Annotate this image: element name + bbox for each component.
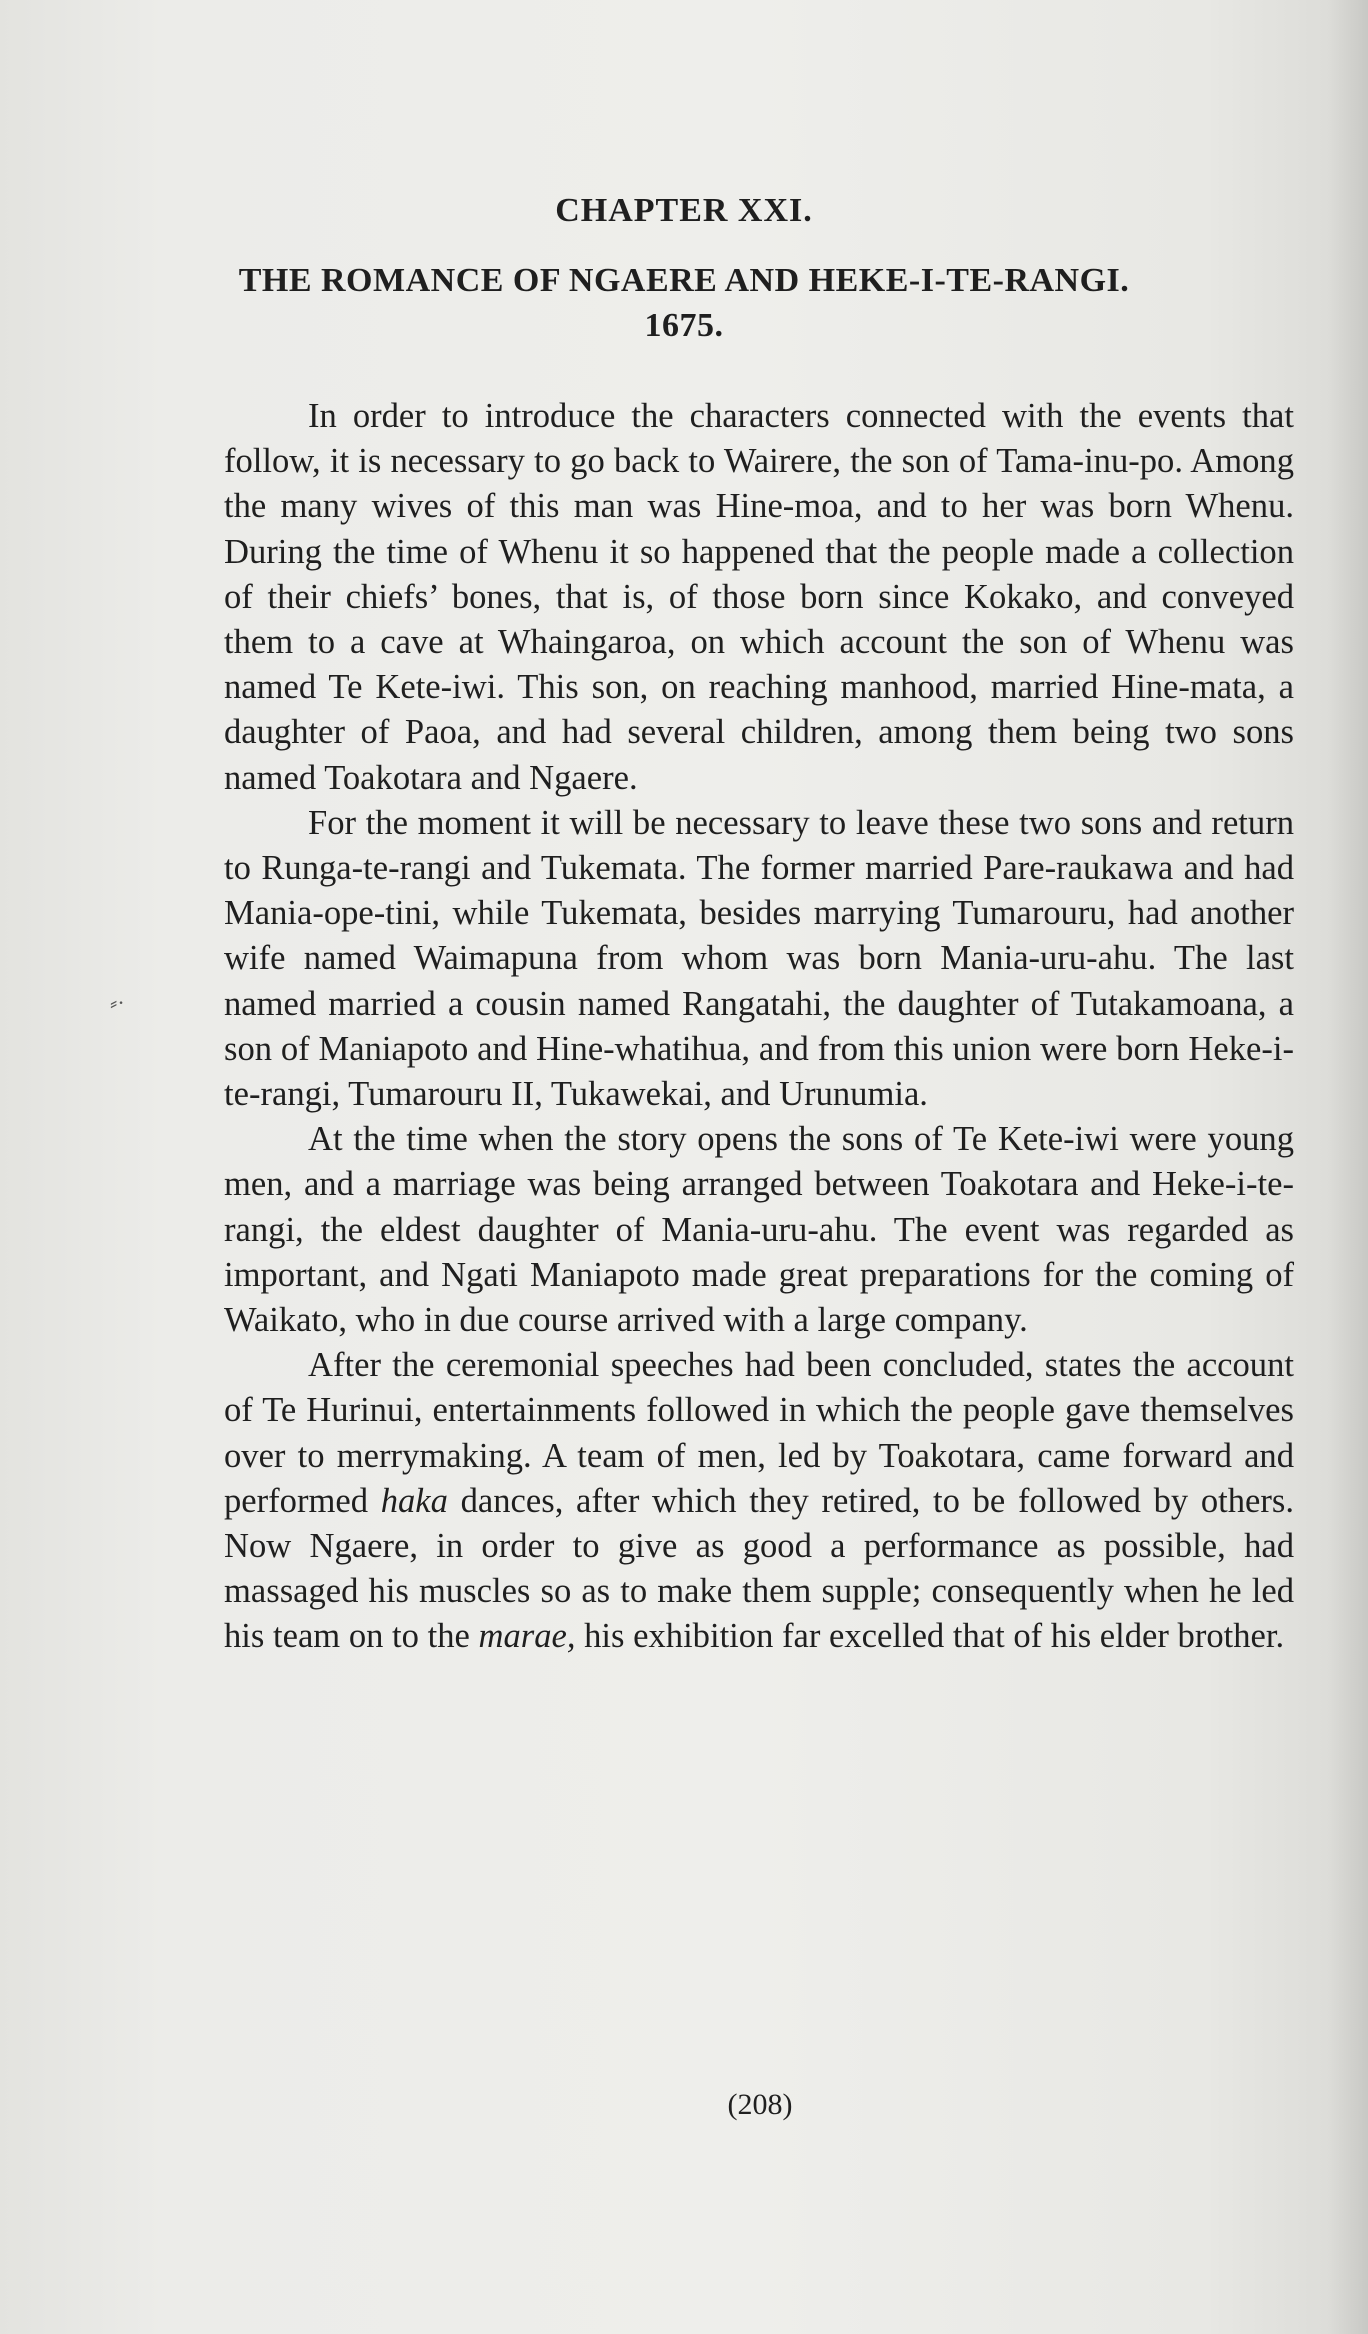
page-edge-shadow bbox=[1328, 0, 1368, 2334]
chapter-title bbox=[180, 258, 1188, 348]
paragraph-2: For the moment it will be necessary to leave these two sons and return to Runga-te-rangi and Tukemata. The former married Pare-raukawa and had Mania-ope-tini, while Tukemata, besides marrying Tumarouru, had another wife named Waimapuna from whom was born Mania-uru-ahu. The last named married a cousin named Rangatahi, the daughter of Tutakamoana, a son of Maniapoto and Hine-whatihua, and from this union were born Heke-i-te-rangi, Tumarouru II, Tukawekai, and Urunumia. bbox=[224, 803, 1294, 1114]
paragraph-4 bbox=[224, 1343, 1294, 1659]
italic-haka: haka bbox=[380, 1481, 448, 1520]
page-number: (208) bbox=[727, 2088, 793, 2121]
paragraph-4-part-2: dances, after which they retired, to be followed by others. Now Ngaere, in order to give as good a performance as possible, had massaged his muscles so as to make them supple; consequently when he led his team on to the bbox=[224, 1481, 1294, 1656]
paragraph-4-part-3: his exhibition far excelled that of his elder brother. bbox=[575, 1617, 1285, 1656]
paragraph-1: In order to introduce the characters connected with the events that follow, it is necessary to go back to Wairere, the son of Tama-inu-po. Among the many wives of this man was Hine-moa, and to her was born Whenu. During the time of Whenu it so happened that the people made a collection of their chiefs’ bones, that is, of those born since Kokako, and conveyed them to a cave at Whaingaroa, on which account the son of Whenu was named Te Kete-iwi. This son, on reaching manhood, married Hine-mata, a daughter of Paoa, and had several children, among them being two sons named Toakotara and Ngaere. bbox=[224, 397, 1294, 797]
chapter-heading: CHAPTER XXI. bbox=[555, 192, 813, 229]
italic-marae: marae, bbox=[478, 1617, 576, 1656]
paragraph-3: At the time when the story opens the sons of Te Kete-iwi were young men, and a marriage was being arranged between Toakotara and Heke-i-te-rangi, the eldest daughter of Mania-uru-ahu. The event was regarded as important, and Ngati Maniapoto made great preparations for the coming of Waikato, who in due course arrived with a large company. bbox=[224, 1120, 1294, 1340]
chapter-year: 1675. bbox=[644, 307, 724, 344]
body-text bbox=[224, 394, 1294, 1660]
paragraph-4-part-1: After the ceremonial speeches had been concluded, states the account of Te Hurinui, entertainments followed in which the people gave themselves over to merrymaking. A team of men, led by Toakotara, came forward and performed bbox=[224, 1346, 1294, 1520]
chapter-title-text: THE ROMANCE OF NGAERE AND HEKE-I-TE-RANGI. bbox=[238, 262, 1130, 299]
margin-mark: ⸗· bbox=[110, 990, 125, 1015]
